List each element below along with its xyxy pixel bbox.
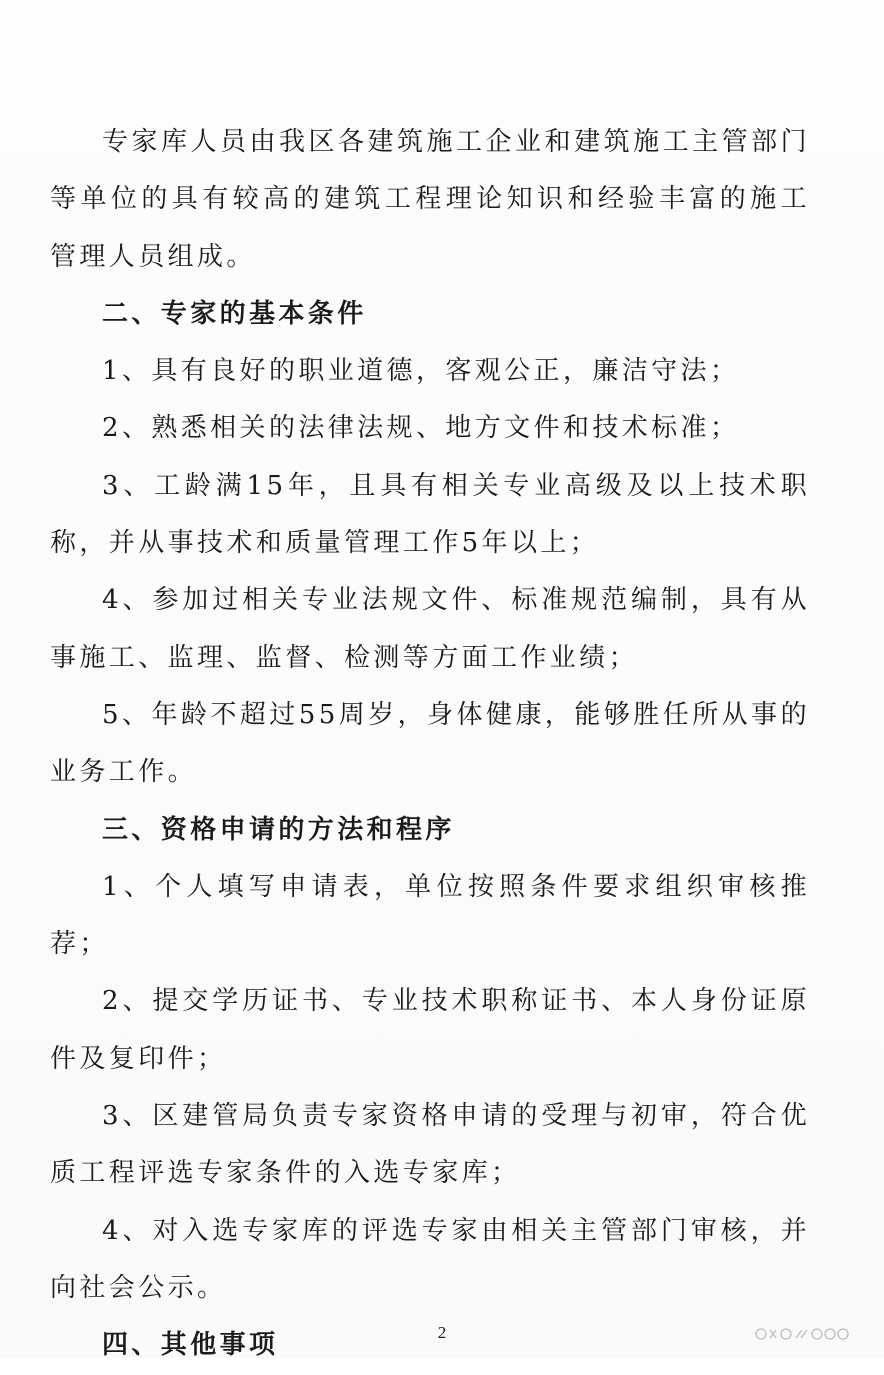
section-heading-other-matters: 四、其他事项 xyxy=(102,1330,279,1361)
watermark-logo xyxy=(754,1327,850,1345)
section-heading-basic-conditions: 二、专家的基本条件 xyxy=(102,298,367,329)
condition-item-2: 2、熟悉相关的法律法规、地方文件和技术标准； xyxy=(102,413,740,444)
condition-item-5: 5、年龄不超过55周岁，身体健康，能够胜任所从事的业务工作。 xyxy=(50,699,810,788)
procedure-item-1: 1、个人填写申请表，单位按照条件要求组织审核推荐； xyxy=(50,871,810,960)
procedure-item-3: 3、区建管局负责专家资格申请的受理与初审，符合优质工程评选专家条件的入选专家库； xyxy=(50,1101,810,1189)
condition-item-4: 4、参加过相关专业法规文件、标准规范编制，具有从事施工、监理、监督、检测等方面工作业绩； xyxy=(50,585,810,673)
paragraph-intro: 专家库人员由我区各建筑施工企业和建筑施工主管部门等单位的具有较高的建筑工程理论知识和经验丰富的施工管理人员组成。 xyxy=(50,127,810,272)
procedure-item-2: 2、提交学历证书、专业技术职称证书、本人身份证原件及复印件； xyxy=(50,986,810,1074)
section-heading-application-procedure: 三、资格申请的方法和程序 xyxy=(102,814,455,845)
page-number: 2 xyxy=(437,1323,447,1342)
condition-item-3: 3、工龄满15年，且具有相关专业高级及以上技术职称，并从事技术和质量管理工作5年以上； xyxy=(50,470,810,559)
condition-item-1: 1、具有良好的职业道德，客观公正，廉洁守法； xyxy=(102,356,740,387)
procedure-item-4: 4、对入选专家库的评选专家由相关主管部门审核，并向社会公示。 xyxy=(50,1215,810,1303)
watermark-logo-glyphs xyxy=(754,1327,850,1341)
document-body xyxy=(50,114,810,1375)
